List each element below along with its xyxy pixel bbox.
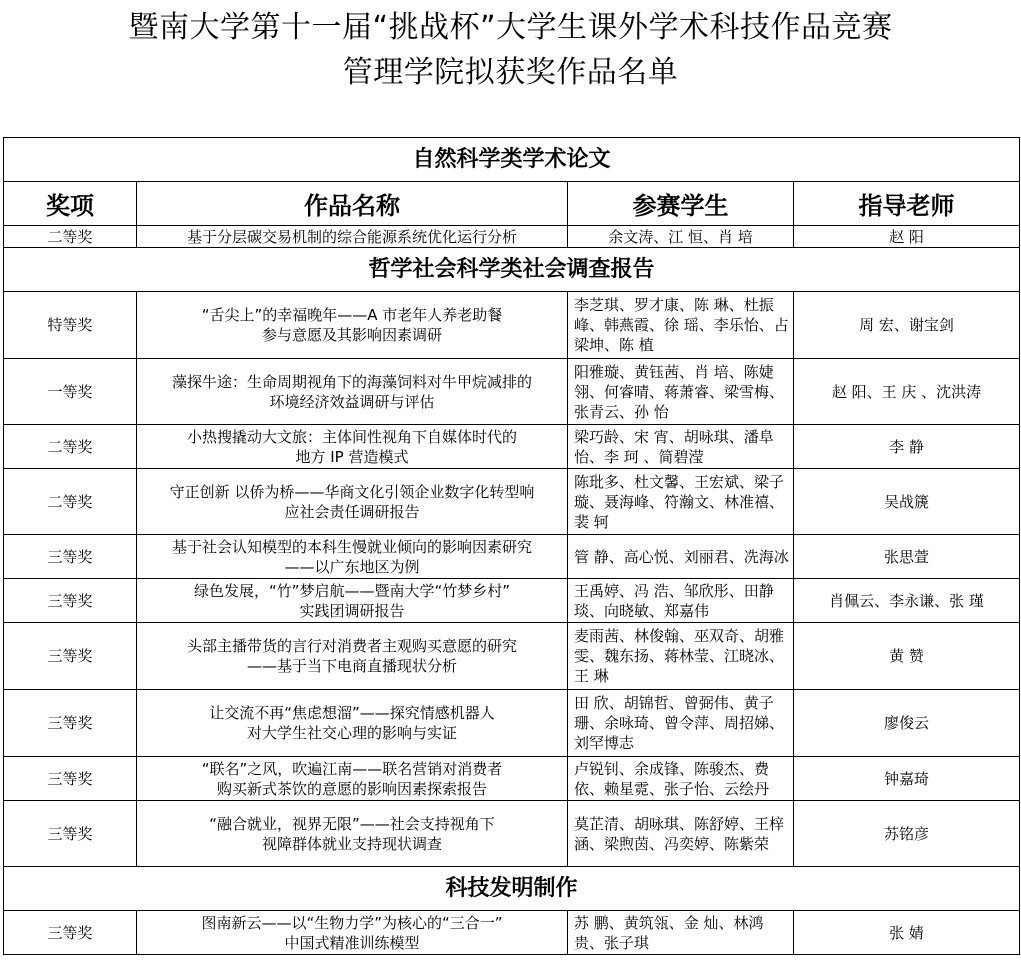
work-name-cell: 头部主播带货的言行对消费者主观购买意愿的研究 ——基于当下电商直播现状分析	[137, 623, 568, 690]
advisor-cell: 赵 阳、王 庆 、沈洪涛	[794, 359, 1020, 425]
table-row	[4, 535, 1020, 579]
work-name-cell: 让交流不再“焦虑想溜”——探究情感机器人 对大学生社交心理的影响与实证	[137, 690, 568, 757]
students-cell: 李芝琪、罗才康、陈 琳、杜振峰、韩燕霞、徐 瑶、李乐怡、占梁坤、陈 植	[568, 292, 794, 359]
work-name-cell: 基于社会认知模型的本科生慢就业倾向的影响因素研究 ——以广东地区为例	[137, 535, 568, 579]
advisor-cell: 张思萱	[794, 535, 1020, 579]
document-subtitle: 管理学院拟获奖作品名单	[342, 55, 679, 90]
award-cell: 二等奖	[4, 469, 137, 535]
award-cell: 特等奖	[4, 292, 137, 359]
awards-table	[3, 137, 1020, 955]
award-cell: 三等奖	[4, 801, 137, 867]
document-title: 暨南大学第十一届“挑战杯”大学生课外学术科技作品竞赛	[128, 10, 893, 45]
students-cell: 余文涛、江 恒、肖 培	[568, 226, 794, 248]
award-cell: 二等奖	[4, 226, 137, 248]
table-row	[4, 757, 1020, 801]
column-header-name: 作品名称	[137, 182, 568, 226]
section-title: 科技发明制作	[4, 867, 1020, 911]
students-cell: 麦雨茜、林俊翰、巫双奇、胡雅雯、魏东扬、蒋林莹、江晓冰、王 琳	[568, 623, 794, 690]
table-row	[4, 579, 1020, 623]
advisor-cell: 李 静	[794, 425, 1020, 469]
advisor-cell: 肖佩云、李永谦、张 瑾	[794, 579, 1020, 623]
work-name-cell: “融合就业，视界无限”——社会支持视角下 视障群体就业支持现状调查	[137, 801, 568, 867]
work-name-cell: 基于分层碳交易机制的综合能源系统优化运行分析	[137, 226, 568, 248]
table-row	[4, 911, 1020, 955]
students-cell: 陈玭多、杜文馨、王宏斌、梁子璇、聂海峰、符瀚文、林准禧、裴 轲	[568, 469, 794, 535]
award-cell: 三等奖	[4, 757, 137, 801]
work-name-cell: 绿色发展，“竹”梦启航——暨南大学“竹梦乡村” 实践团调研报告	[137, 579, 568, 623]
students-cell: 田 欣、胡锦哲、曾弼伟、黄子珊、余咏琦、曾令萍、周招娣、刘罕博志	[568, 690, 794, 757]
advisor-cell: 钟嘉琦	[794, 757, 1020, 801]
section-title: 哲学社会科学类社会调查报告	[4, 248, 1020, 292]
students-cell: 卢锐钊、余成锋、陈骏杰、费依、赖星霓、张子怡、云绘丹	[568, 757, 794, 801]
work-name-cell: 小热搜撬动大文旅：主体间性视角下自媒体时代的 地方 IP 营造模式	[137, 425, 568, 469]
column-header-advisor: 指导老师	[794, 182, 1020, 226]
advisor-cell: 苏铭彦	[794, 801, 1020, 867]
students-cell: 苏 鹏、黄筑瓴、金 灿、林鸿贵、张子琪	[568, 911, 794, 955]
table-row	[4, 226, 1020, 248]
students-cell: 梁巧龄、宋 宵、胡咏琪、潘阜怡、李 珂 、简碧滢	[568, 425, 794, 469]
advisor-cell: 黄 赞	[794, 623, 1020, 690]
work-name-cell: “联名”之风，吹遍江南——联名营销对消费者 购买新式茶饮的意愿的影响因素探索报告	[137, 757, 568, 801]
students-cell: 阳雅璇、黄钰茜、肖 培、陈婕翎、何睿晴、蒋萧睿、梁雪梅、张青云、孙 怡	[568, 359, 794, 425]
students-cell: 莫芷清、胡咏琪、陈舒婷、王梓涵、梁煦茵、冯奕婷、陈紫荣	[568, 801, 794, 867]
advisor-cell: 张 婧	[794, 911, 1020, 955]
award-cell: 三等奖	[4, 535, 137, 579]
work-name-cell: 藻探牛途：生命周期视角下的海藻饲料对牛甲烷减排的 环境经济效益调研与评估	[137, 359, 568, 425]
award-cell: 三等奖	[4, 911, 137, 955]
students-cell: 管 静、高心悦、刘丽君、冼海冰	[568, 535, 794, 579]
table-row	[4, 359, 1020, 425]
table-row	[4, 623, 1020, 690]
table-row	[4, 690, 1020, 757]
column-header-award: 奖项	[4, 182, 137, 226]
advisor-cell: 赵 阳	[794, 226, 1020, 248]
advisor-cell: 吴战篪	[794, 469, 1020, 535]
award-cell: 一等奖	[4, 359, 137, 425]
column-header-students: 参赛学生	[568, 182, 794, 226]
table-row	[4, 425, 1020, 469]
table-row	[4, 292, 1020, 359]
table-row	[4, 469, 1020, 535]
section-title: 自然科学类学术论文	[4, 138, 1020, 182]
advisor-cell: 廖俊云	[794, 690, 1020, 757]
work-name-cell: “舌尖上”的幸福晚年——A 市老年人养老助餐 参与意愿及其影响因素调研	[137, 292, 568, 359]
award-cell: 二等奖	[4, 425, 137, 469]
work-name-cell: 图南新云——以“生物力学”为核心的“三合一” 中国式精准训练模型	[137, 911, 568, 955]
advisor-cell: 周 宏、谢宝剑	[794, 292, 1020, 359]
work-name-cell: 守正创新 以侨为桥——华商文化引领企业数字化转型响 应社会责任调研报告	[137, 469, 568, 535]
award-cell: 三等奖	[4, 579, 137, 623]
table-row	[4, 801, 1020, 867]
students-cell: 王禹婷、冯 浩、邹欣彤、田静琰、向晓敏、郑嘉伟	[568, 579, 794, 623]
award-cell: 三等奖	[4, 623, 137, 690]
award-cell: 三等奖	[4, 690, 137, 757]
